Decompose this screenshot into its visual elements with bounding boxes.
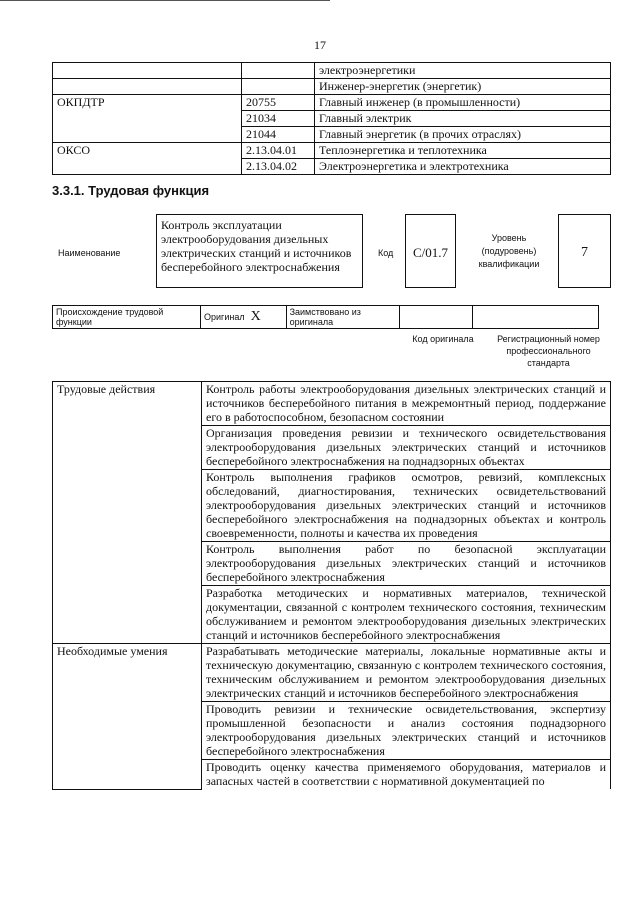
- skill-item: Проводить оценку качества применяемого оборудования, материалов и запасных частей в соответствии с нормативной документацией по: [202, 760, 611, 790]
- classification-table: [52, 62, 611, 175]
- table-row: [53, 63, 611, 79]
- name-cell: Главный энергетик (в прочих отраслях): [315, 127, 611, 143]
- borrowed-label-cell: Заимствовано из оригинала: [286, 306, 399, 329]
- origin-table: [52, 305, 599, 329]
- registration-number-caption: Регистрационный номер профессионального стандарта: [497, 334, 600, 368]
- group-cell: [53, 79, 242, 95]
- table-row: [53, 644, 611, 702]
- code-cell: [242, 79, 315, 95]
- skill-item: Проводить ревизии и технические освидетельствования, экспертизу промышленной безопасности и анализ состояния поднадзорного электрооборудования дизельных электрических станций и источников бесперебойного электроснабжения: [202, 702, 611, 760]
- labor-actions-label: Трудовые действия: [53, 382, 202, 644]
- code-cell: 20755: [242, 95, 315, 111]
- skill-item: Разрабатывать методические материалы, локальные нормативные акты и техническую документацию, связанную с контролем технического состояния, техническим обслуживанием и ремонтом электрооборудования дизельных электрических станций и источников бесперебойного электроснабжения: [202, 644, 611, 702]
- table-row: [53, 306, 599, 329]
- page-number: 17: [314, 38, 326, 52]
- group-cell: ОКПДТР: [53, 95, 242, 143]
- code-cell: [242, 63, 315, 79]
- level-label: Уровень (подуровень) квалификации: [478, 233, 540, 269]
- code-cell: 21034: [242, 111, 315, 127]
- name-cell: Теплоэнергетика и теплотехника: [315, 143, 611, 159]
- origin-label-cell: Происхождение трудовой функции: [53, 306, 201, 329]
- code-cell: 2.13.04.01: [242, 143, 315, 159]
- code-cell: 21044: [242, 127, 315, 143]
- group-cell: [53, 63, 242, 79]
- code-cell: 2.13.04.02: [242, 159, 315, 175]
- section-title: 3.3.1. Трудовая функция: [52, 183, 210, 198]
- level-box: 7: [558, 214, 611, 288]
- original-mark-cell: X: [248, 306, 287, 329]
- group-cell: ОКСО: [53, 143, 242, 175]
- original-code-cell: [399, 306, 472, 329]
- labor-action-item: Разработка методических и нормативных материалов, технической документации, связанной с контролем технического состояния, техническим обслуживанием и ремонтом электрооборудования дизельных электрических станций и источников бесперебойного электроснабжения: [202, 586, 611, 644]
- main-table: [52, 381, 611, 790]
- table-row: [53, 95, 611, 111]
- original-label-cell: Оригинал: [201, 306, 248, 329]
- labor-action-item: Контроль выполнения работ по безопасной эксплуатации электрооборудования дизельных электрических станций и источников бесперебойного электроснабжения: [202, 542, 611, 586]
- labor-action-item: Организация проведения ревизии и технического освидетельствования электрооборудования дизельных электрических станций и источников бесперебойного электроснабжения на поднадзорных объектах: [202, 426, 611, 470]
- labor-action-item: Контроль выполнения графиков осмотров, ревизий, комплексных обследований, диагностирования, технических освидетельствований электрооборудования дизельных электрических станций и источников бесперебойного электроснабжения на поднадзорных объектах и контроль своевременности, полноты и качества их проведения: [202, 470, 611, 542]
- required-skills-label: Необходимые умения: [53, 644, 202, 790]
- table-row: [53, 79, 611, 95]
- name-cell: Инженер-энергетик (энергетик): [315, 79, 611, 95]
- name-cell: Электроэнергетика и электротехника: [315, 159, 611, 175]
- name-cell: электроэнергетики: [315, 63, 611, 79]
- name-cell: Главный электрик: [315, 111, 611, 127]
- table-row: [53, 382, 611, 426]
- labor-action-item: Контроль работы электрооборудования дизельных электрических станций и источников бесперебойного питания в межремонтный период, поддержание его в работоспособном, безопасном состоянии: [202, 382, 611, 426]
- function-name-box: Контроль эксплуатации электрооборудования дизельных электрических станций и источников бесперебойного электроснабжения: [156, 214, 363, 288]
- function-code-box: C/01.7: [405, 214, 456, 288]
- registration-number-cell: [472, 306, 598, 329]
- original-code-caption: Код оригинала: [412, 334, 474, 344]
- table-row: [53, 143, 611, 159]
- code-label: Код: [378, 248, 394, 258]
- name-cell: Главный инженер (в промышленности): [315, 95, 611, 111]
- top-border-line: [0, 0, 330, 1]
- name-label: Наименование: [58, 248, 121, 258]
